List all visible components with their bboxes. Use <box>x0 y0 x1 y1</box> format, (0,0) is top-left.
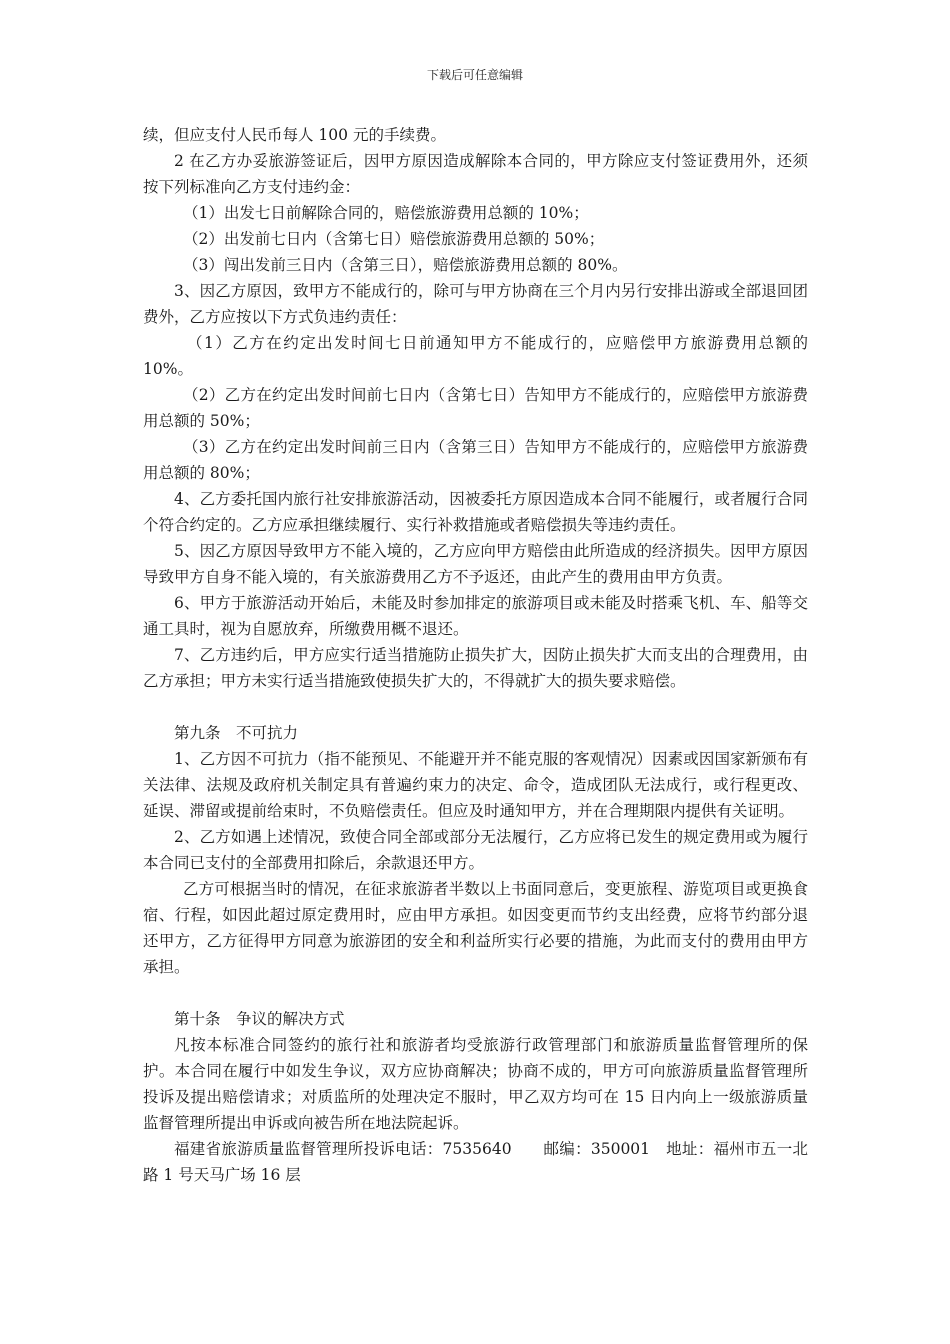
paragraph: （1）出发七日前解除合同的，赔偿旅游费用总额的 10%； <box>183 204 589 222</box>
paragraph: 2 在乙方办妥旅游签证后，因甲方原因造成解除本合同的，甲方除应支付签证费用外，还须按下列标准向乙方支付违约金： <box>143 152 808 196</box>
paragraph-gap <box>143 980 808 1006</box>
section-heading: 第十条 争议的解决方式 <box>174 1010 345 1028</box>
paragraph: 5、因乙方原因导致甲方不能入境的，乙方应向甲方赔偿由此所造成的经济损失。因甲方原因导致甲方自身不能入境的，有关旅游费用乙方不予返还，由此产生的费用由甲方负责。 <box>143 542 808 586</box>
paragraph: 2、乙方如遇上述情况，致使合同全部或部分无法履行，乙方应将已发生的规定费用或为履行本合同已支付的全部费用扣除后，余款退还甲方。 <box>143 828 808 872</box>
paragraph: （1）乙方在约定出发时间七日前通知甲方不能成行的，应赔偿甲方旅游费用总额的 10%。 <box>143 334 808 378</box>
paragraph: 福建省旅游质量监督管理所投诉电话：7535640 邮编：350001 地址：福州市五一北路 1 号天马广场 16 层 <box>143 1140 808 1184</box>
paragraph: 7、乙方违约后，甲方应实行适当措施防止损失扩大，因防止损失扩大而支出的合理费用，由乙方承担；甲方未实行适当措施致使损失扩大的，不得就扩大的损失要求赔偿。 <box>143 646 808 690</box>
paragraph: （3）乙方在约定出发时间前三日内（含第三日）告知甲方不能成行的，应赔偿甲方旅游费用总额的 80%； <box>143 438 808 482</box>
paragraph: 凡按本标准合同签约的旅行社和旅游者均受旅游行政管理部门和旅游质量监督管理所的保护。本合同在履行中如发生争议，双方应协商解决；协商不成的，甲方可向旅游质量监督管理所投诉及提出赔偿请求；对质监所的处理决定不服时，甲乙双方均可在 15 日内向上一级旅游质量监督管理所提出申诉或向被告所在地法院起诉。 <box>143 1036 808 1132</box>
paragraph: （2）出发前七日内（含第七日）赔偿旅游费用总额的 50%； <box>183 230 605 248</box>
paragraph: 4、乙方委托国内旅行社安排旅游活动，因被委托方原因造成本合同不能履行，或者履行合同个符合约定的。乙方应承担继续履行、实行补救措施或者赔偿损失等违约责任。 <box>143 490 808 534</box>
paragraph: 1、乙方因不可抗力（指不能预见、不能避开并不能克服的客观情况）因素或因国家新颁布有关法律、法规及政府机关制定具有普遍约束力的决定、命令，造成团队无法成行，或行程更改、延误、滞留或提前给束时，不负赔偿责任。但应及时通知甲方，并在合理期限内提供有关证明。 <box>143 750 808 820</box>
paragraph-gap <box>143 694 808 720</box>
paragraph: 续，但应支付人民币每人 100 元的手续费。 <box>143 126 446 144</box>
paragraph: 6、甲方于旅游活动开始后，未能及时参加排定的旅游项目或未能及时搭乘飞机、车、船等交通工具时，视为自愿放弃，所缴费用概不退还。 <box>143 594 808 638</box>
page-header: 下载后可任意编辑 <box>426 68 523 82</box>
section-heading: 第九条 不可抗力 <box>174 724 299 742</box>
document-body <box>143 122 808 1188</box>
paragraph: 3、因乙方原因，致甲方不能成行的，除可与甲方协商在三个月内另行安排出游或全部退回团费外，乙方应按以下方式负违约责任： <box>143 282 808 326</box>
paragraph: （2）乙方在约定出发时间前七日内（含第七日）告知甲方不能成行的，应赔偿甲方旅游费用总额的 50%； <box>143 386 808 430</box>
paragraph: 乙方可根据当时的情况，在征求旅游者半数以上书面同意后，变更旅程、游览项目或更换食宿、行程，如因此超过原定费用时，应由甲方承担。如因变更而节约支出经费，应将节约部分退还甲方，乙方征得甲方同意为旅游团的安全和利益所实行必要的措施，为此而支付的费用由甲方承担。 <box>143 880 808 976</box>
paragraph: （3）闯出发前三日内（含第三日），赔偿旅游费用总额的 80%。 <box>183 256 628 274</box>
